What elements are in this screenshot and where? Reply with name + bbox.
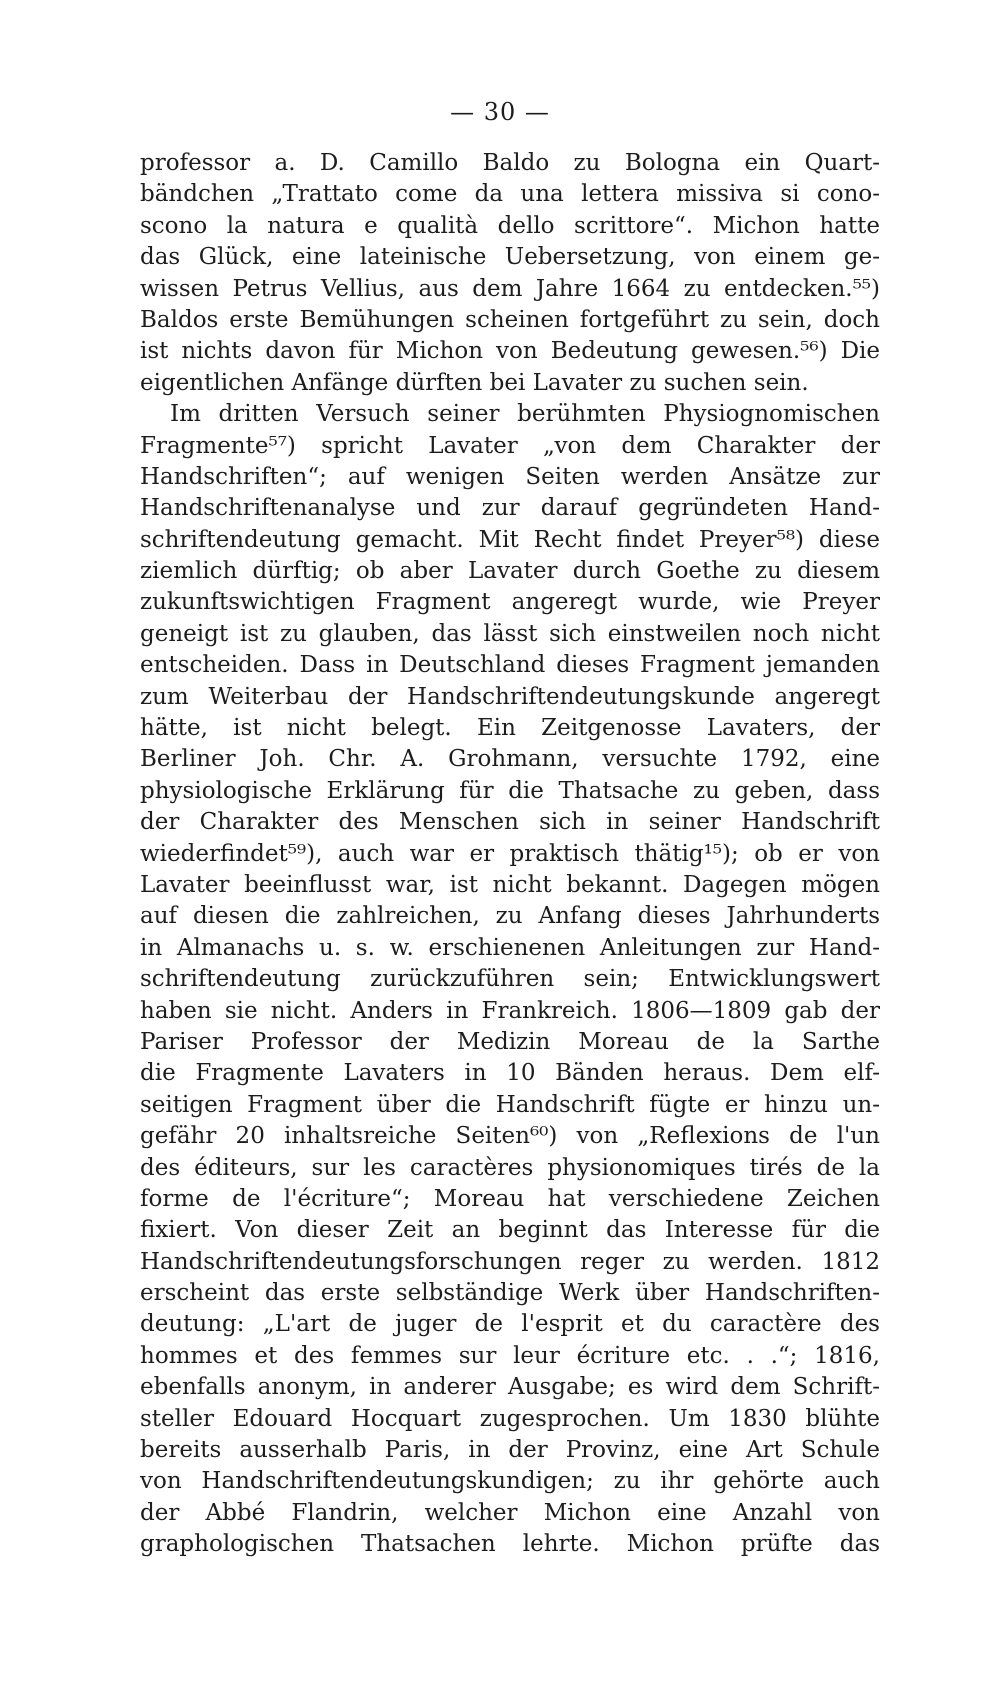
- body-text: [140, 148, 880, 1561]
- text-line: zum Weiterbau der Handschriftendeutungskunde angeregt: [140, 683, 880, 710]
- text-line: physiologische Erklärung für die Thatsache zu geben, dass: [140, 777, 880, 804]
- text-line: von Handschriftendeutungskundigen; zu ihr gehörte auch: [140, 1468, 880, 1495]
- text-line: Baldos erste Bemühungen scheinen fortgeführt zu sein, doch: [140, 306, 880, 333]
- text-line: fixiert. Von dieser Zeit an beginnt das Interesse für die: [140, 1217, 880, 1244]
- text-line: der Abbé Flandrin, welcher Michon eine Anzahl von: [140, 1499, 880, 1526]
- text-line: forme de l'écriture“; Moreau hat verschiedene Zeichen: [140, 1185, 880, 1212]
- text-line: Berliner Joh. Chr. A. Grohmann, versuchte 1792, eine: [140, 746, 880, 773]
- text-line: deutung: „L'art de juger de l'esprit et du caractère des: [140, 1311, 880, 1338]
- text-line: Handschriftenanalyse und zur darauf gegründeten Hand-: [140, 495, 880, 522]
- text-line: entscheiden. Dass in Deutschland dieses Fragment jemanden: [140, 652, 880, 679]
- text-line: hommes et des femmes sur leur écriture etc. . .“; 1816,: [140, 1342, 880, 1369]
- text-line: schriftendeutung zurückzuführen sein; Entwicklungswert: [140, 966, 880, 993]
- text-line: haben sie nicht. Anders in Frankreich. 1806—1809 gab der: [140, 997, 880, 1024]
- text-line: seitigen Fragment über die Handschrift fügte er hinzu un-: [140, 1091, 880, 1118]
- page-number: — 30 —: [450, 98, 550, 126]
- text-line: graphologischen Thatsachen lehrte. Michon prüfte das: [140, 1531, 880, 1558]
- text-line: ist nichts davon für Michon von Bedeutung gewesen.⁵⁶) Die: [140, 338, 880, 365]
- text-line: professor a. D. Camillo Baldo zu Bologna ein Quart-: [140, 150, 880, 176]
- text-line: erscheint das erste selbständige Werk über Handschriften-: [140, 1280, 880, 1307]
- text-line: ebenfalls anonym, in anderer Ausgabe; es wird dem Schrift-: [140, 1374, 880, 1401]
- text-line: das Glück, eine lateinische Uebersetzung, von einem ge-: [140, 244, 880, 271]
- text-line: Im dritten Versuch seiner berühmten Physiognomischen: [170, 401, 880, 428]
- text-line: Lavater beeinflusst war, ist nicht bekannt. Dagegen mögen: [140, 871, 880, 898]
- text-line: zukunftswichtigen Fragment angeregt wurde, wie Preyer: [140, 589, 880, 616]
- text-line: in Almanachs u. s. w. erschienenen Anleitungen zur Hand-: [140, 934, 880, 961]
- text-line: des éditeurs, sur les caractères physionomiques tirés de la: [140, 1154, 880, 1181]
- text-line: Fragmente⁵⁷) spricht Lavater „von dem Charakter der: [140, 432, 880, 459]
- text-line: auf diesen die zahlreichen, zu Anfang dieses Jahrhunderts: [140, 903, 880, 930]
- text-line: eigentlichen Anfänge dürften bei Lavater zu suchen sein.: [140, 369, 809, 396]
- text-line: wissen Petrus Vellius, aus dem Jahre 1664 zu entdecken.⁵⁵): [140, 275, 880, 302]
- text-line: ziemlich dürftig; ob aber Lavater durch Goethe zu diesem: [140, 558, 880, 585]
- text-line: hätte, ist nicht belegt. Ein Zeitgenosse Lavaters, der: [140, 715, 880, 742]
- text-line: bereits ausserhalb Paris, in der Provinz, eine Art Schule: [140, 1437, 880, 1464]
- text-line: geneigt ist zu glauben, das lässt sich einstweilen noch nicht: [140, 620, 880, 647]
- text-line: Handschriftendeutungsforschungen reger zu werden. 1812: [140, 1248, 880, 1275]
- text-line: Handschriften“; auf wenigen Seiten werden Ansätze zur: [140, 463, 880, 490]
- text-line: schriftendeutung gemacht. Mit Recht findet Preyer⁵⁸) diese: [140, 526, 880, 553]
- text-line: steller Edouard Hocquart zugesprochen. Um 1830 blühte: [140, 1405, 880, 1432]
- text-line: die Fragmente Lavaters in 10 Bänden heraus. Dem elf-: [140, 1060, 880, 1087]
- text-line: bändchen „Trattato come da una lettera missiva si cono-: [140, 181, 880, 208]
- text-line: gefähr 20 inhaltsreiche Seiten⁶⁰) von „Reflexions de l'un: [140, 1123, 880, 1150]
- text-line: scono la natura e qualità dello scrittore“. Michon hatte: [140, 212, 880, 239]
- text-line: wiederfindet⁵⁹), auch war er praktisch thätig¹⁵); ob er von: [140, 840, 880, 867]
- text-line: Pariser Professor der Medizin Moreau de la Sarthe: [140, 1028, 880, 1055]
- text-line: der Charakter des Menschen sich in seiner Handschrift: [140, 809, 880, 836]
